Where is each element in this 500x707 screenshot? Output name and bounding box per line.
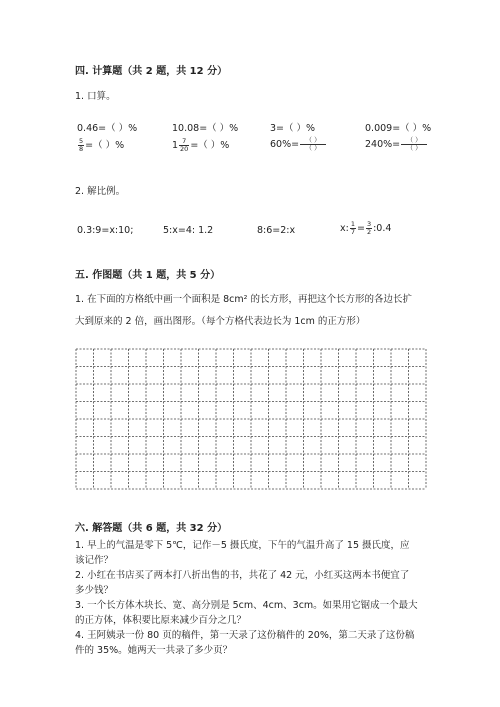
grid-paper bbox=[75, 348, 427, 500]
fraction-denominator: 2 bbox=[366, 228, 372, 236]
fraction-numerator: 5 bbox=[79, 137, 84, 145]
fraction-numerator: 1 bbox=[350, 220, 355, 228]
section5-title: 五. 作图题（共 1 题，共 5 分） bbox=[75, 270, 221, 281]
drawing-question-line-2: 大到原来的 2 倍，画出图形。（每个方格代表边长为 1cm 的正方形） bbox=[75, 316, 366, 327]
fraction-denominator: 8 bbox=[79, 145, 84, 153]
q2-label: 2. 解比例。 bbox=[75, 186, 126, 197]
proportion-1: 0.3:9=x:10; bbox=[77, 225, 134, 236]
problem-line: 该记作？ bbox=[75, 555, 114, 566]
problem-line: 1. 早上的气温是零下 5℃，记作－5 摄氏度，下午的气温升高了 15 摄氏度，应 bbox=[75, 540, 410, 551]
proportion-3: 8:6=2:x bbox=[257, 225, 296, 236]
calc-item-5 bbox=[77, 137, 124, 153]
problem-line: 3. 一个长方体木块长、宽、高分别是 5cm、4cm、3cm。如果用它锯成一个最大 bbox=[75, 600, 418, 611]
proportion-2: 5:x=4: 1.2 bbox=[163, 225, 214, 236]
calc-item-7-pre: 60%= bbox=[270, 139, 300, 150]
proportion-4 bbox=[340, 221, 391, 236]
fraction-numerator: 7 bbox=[179, 138, 189, 146]
fraction-denominator: 20 bbox=[180, 145, 189, 153]
calc-item-3: 3=（ ）% bbox=[270, 123, 316, 134]
calc-item-8 bbox=[365, 137, 428, 152]
mixed-whole: 1 bbox=[172, 140, 179, 151]
calc-item-6 bbox=[172, 137, 229, 153]
section6-title: 六. 解答题（共 6 题，共 32 分） bbox=[75, 523, 228, 534]
section4-title: 四. 计算题（共 2 题，共 12 分） bbox=[75, 66, 228, 77]
calc-item-4: 0.009=（ ）% bbox=[365, 123, 432, 134]
fraction-denominator: （ ） bbox=[305, 144, 321, 152]
fraction-numerator: （ ） bbox=[401, 137, 427, 145]
q1-label: 1. 口算。 bbox=[75, 91, 116, 102]
calc-item-6-rest: =（ ）% bbox=[190, 140, 230, 151]
proportion-4-mid: = bbox=[356, 223, 365, 234]
problem-line: 件的 35%。她两天一共录了多少页？ bbox=[75, 645, 233, 656]
problem-line: 的正方体，体积要比原来减少百分之几？ bbox=[75, 615, 247, 626]
word-problems bbox=[75, 538, 418, 658]
calc-item-2: 10.08=（ ）% bbox=[172, 123, 239, 134]
fraction-denominator: （ ） bbox=[406, 144, 422, 152]
proportion-4-post: :0.4 bbox=[373, 223, 392, 234]
calc-item-8-pre: 240%= bbox=[365, 139, 401, 150]
proportion-4-pre: x: bbox=[340, 223, 349, 234]
problem-line: 多少钱？ bbox=[75, 585, 114, 596]
calc-item-7 bbox=[270, 137, 327, 152]
fraction-numerator: 3 bbox=[366, 220, 372, 228]
calc-item-5-rest: =（ ）% bbox=[85, 140, 125, 151]
fraction-numerator: （ ） bbox=[300, 137, 326, 145]
problem-line: 2. 小红在书店买了两本打八折出售的书，共花了 42 元，小红买这两本书便宜了 bbox=[75, 570, 410, 581]
problem-line: 4. 王阿姨录一份 80 页的稿件，第一天录了这份稿件的 20%，第二天录了这份稿 bbox=[75, 630, 415, 641]
fraction-denominator: 7 bbox=[350, 228, 355, 236]
calc-item-1: 0.46=（ ）% bbox=[77, 123, 138, 134]
drawing-question-line-1: 1. 在下面的方格纸中画一个面积是 8cm² 的长方形，再把这个长方形的各边长扩 bbox=[75, 294, 412, 305]
